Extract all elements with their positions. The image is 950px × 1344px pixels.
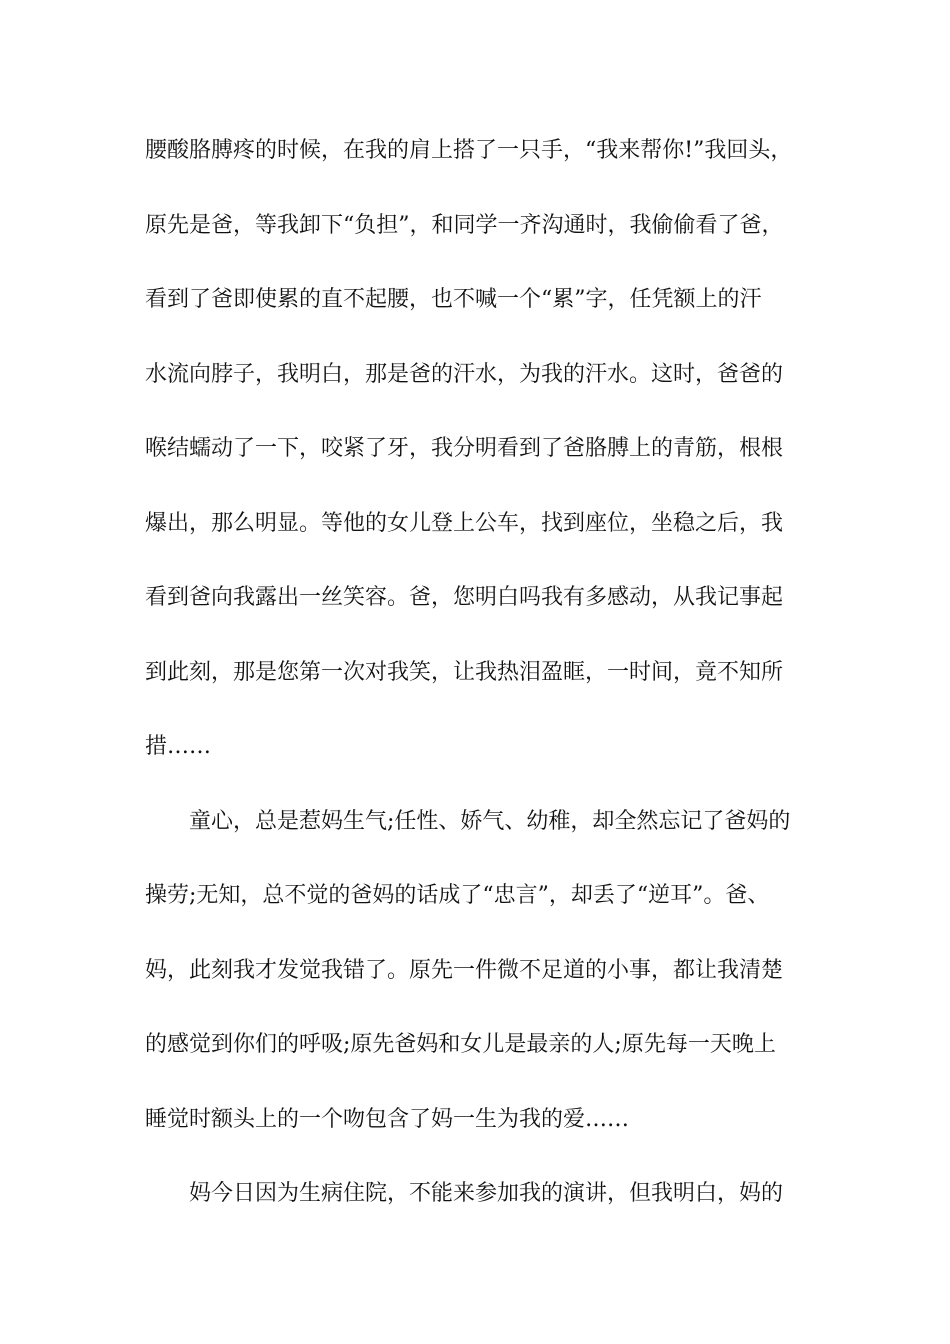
text-line: 妈，此刻我才发觉我错了。原先一件微不足道的小事，都让我清楚 xyxy=(145,957,784,983)
text-line: 睡觉时额头上的一个吻包含了妈一生为我的爱…… xyxy=(145,1106,630,1132)
text-line: 措…… xyxy=(145,734,212,759)
paragraph-1 xyxy=(145,125,815,796)
text-line: 到此刻，那是您第一次对我笑，让我热泪盈眶，一时间，竟不知所 xyxy=(145,659,784,685)
paragraph-3 xyxy=(145,1168,815,1243)
text-line: 爆出，那么明显。等他的女儿登上公车，找到座位，坐稳之后，我 xyxy=(145,510,784,536)
text-line: 的感觉到你们的呼吸;原先爸妈和女儿是最亲的人;原先每一天晚上 xyxy=(145,1032,776,1057)
text-line: 腰酸胳膊疼的时候，在我的肩上搭了一只手，“我来帮你!”我回头， xyxy=(145,138,793,163)
paragraph-2 xyxy=(145,796,815,1169)
body-text xyxy=(145,125,815,1243)
text-line: 操劳;无知，总不觉的爸妈的话成了“忠言”，却丢了“逆耳”。爸、 xyxy=(145,883,770,908)
text-line: 原先是爸，等我卸下“负担”，和同学一齐沟通时，我偷偷看了爸， xyxy=(145,212,784,238)
text-line: 看到了爸即使累的直不起腰，也不喊一个“累”字，任凭额上的汗 xyxy=(145,287,762,312)
text-line: 水流向脖子，我明白，那是爸的汗水，为我的汗水。这时，爸爸的 xyxy=(145,361,784,387)
text-line-first: 童心，总是惹妈生气;任性、娇气、幼稚，却全然忘记了爸妈的 xyxy=(189,808,791,834)
text-line-first: 妈今日因为生病住院，不能来参加我的演讲，但我明白，妈的 xyxy=(189,1181,784,1206)
text-line: 看到爸向我露出一丝笑容。爸，您明白吗我有多感动，从我记事起 xyxy=(145,585,784,610)
text-line: 喉结蠕动了一下，咬紧了牙，我分明看到了爸胳膊上的青筋，根根 xyxy=(145,436,784,461)
